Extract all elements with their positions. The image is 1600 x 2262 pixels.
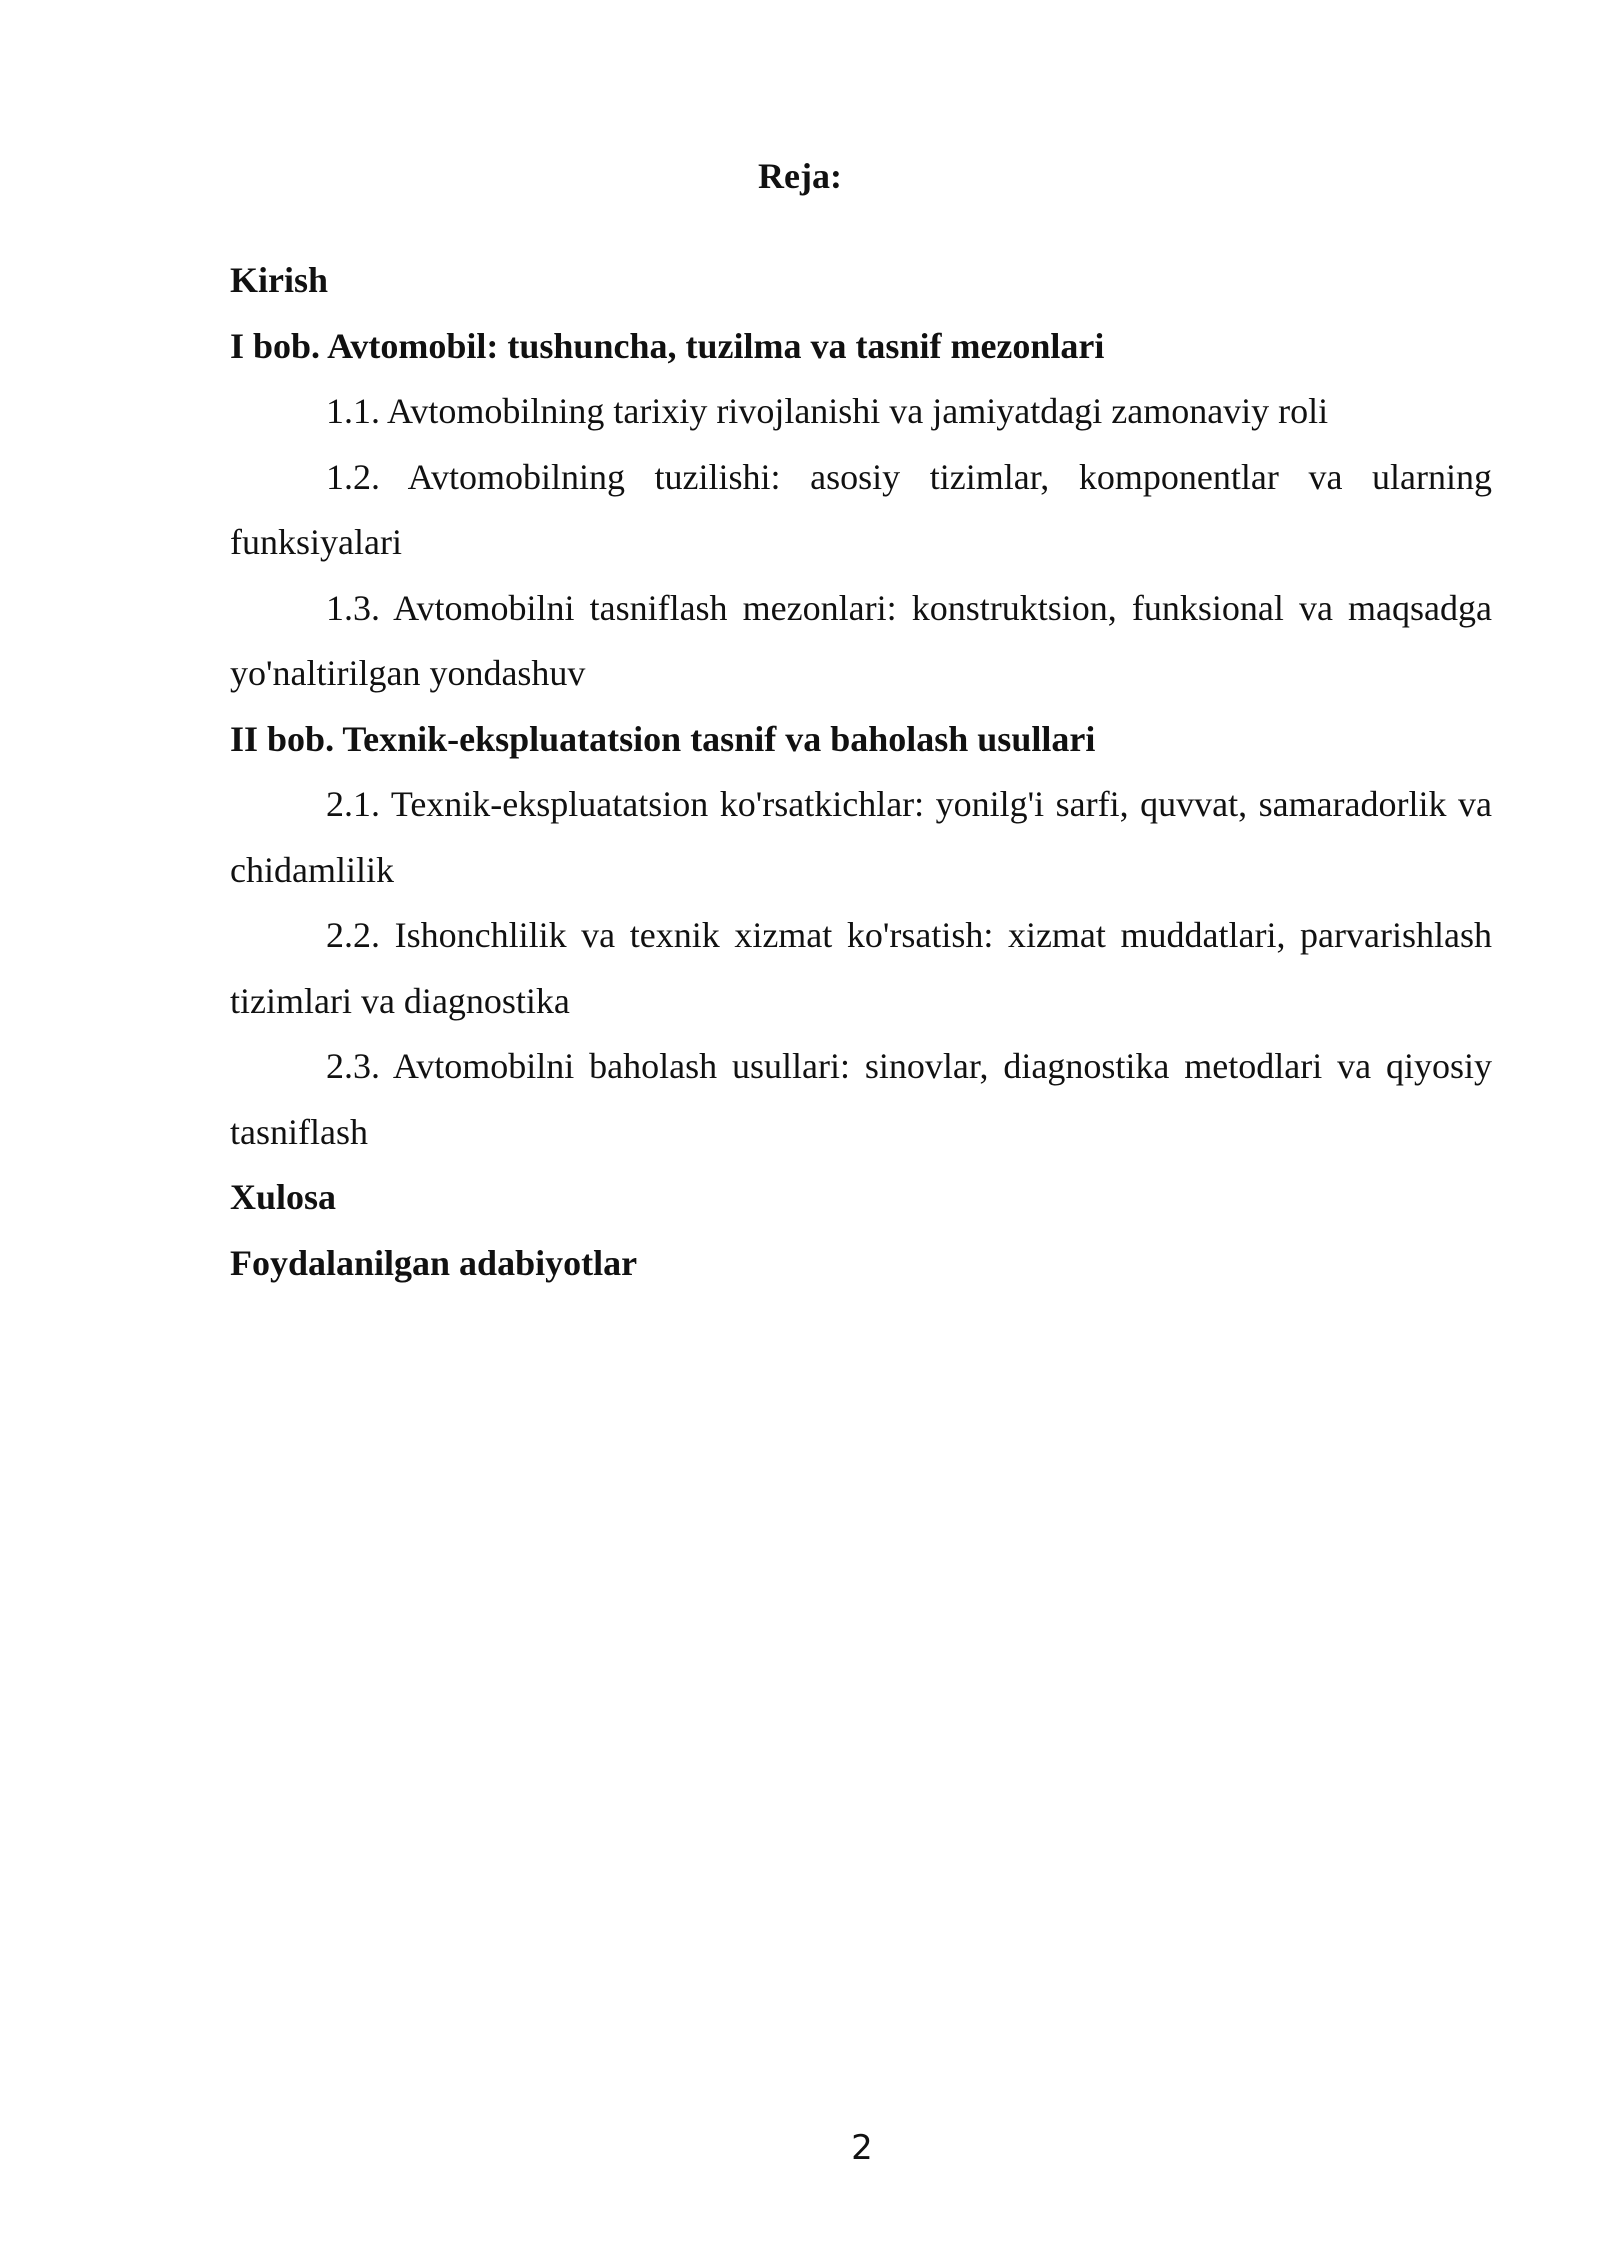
toc-section-1-1: 1.1. Avtomobilning tarixiy rivojlanishi va jamiyatdagi zamonaviy roli [326,391,1329,431]
toc-section-1-2: 1.2. Avtomobilning tuzilishi: asosiy tizimlar, komponentlar va ularning funksiyalari [230,456,1492,562]
toc-intro: Kirish [230,260,329,300]
page-title: Reja: [758,156,842,196]
toc-section-2-1: 2.1. Texnik-ekspluatatsion ko'rsatkichlar: yonilg'i sarfi, quvvat, samaradorlik va chidamlilik [230,784,1492,890]
table-of-contents [230,248,1492,1296]
toc-section-2-2: 2.2. Ishonchlilik va texnik xizmat ko'rsatish: xizmat muddatlari, parvarishlash tizimlari va diagnostika [230,915,1492,1021]
toc-references: Foydalanilgan adabiyotlar [230,1242,638,1283]
toc-conclusion: Xulosa [230,1177,337,1217]
toc-section-1-3: 1.3. Avtomobilni tasniflash mezonlari: konstruktsion, funksional va maqsadga yo'naltirilgan yondashuv [230,587,1492,693]
toc-chapter-1: I bob. Avtomobil: tushuncha, tuzilma va tasnif mezonlari [230,325,1105,366]
toc-section-2-3: 2.3. Avtomobilni baholash usullari: sinovlar, diagnostika metodlari va qiyosiy tasniflash [230,1046,1492,1152]
toc-chapter-2: II bob. Texnik-ekspluatatsion tasnif va baholash usullari [230,718,1096,759]
page-number: 2 [851,2128,873,2168]
